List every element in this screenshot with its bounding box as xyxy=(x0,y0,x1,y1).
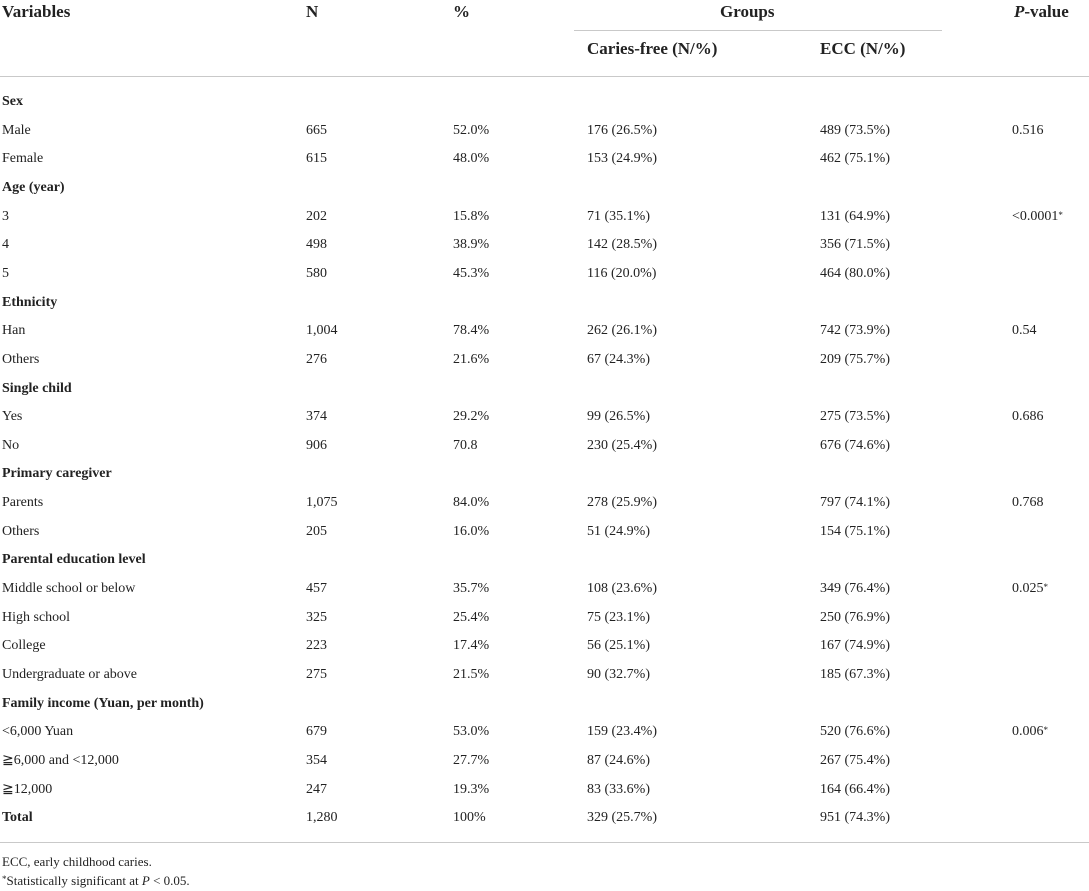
cell-p-value-text: <0.0001 xyxy=(1012,208,1059,224)
footnote-sig-rest: < 0.05. xyxy=(149,873,190,888)
cell-n xyxy=(306,432,327,461)
cell-variable-text: College xyxy=(2,638,46,654)
cell-caries-free-text: 51 (24.9%) xyxy=(587,523,650,539)
cell-caries-free xyxy=(587,747,650,776)
cell-percent xyxy=(453,604,489,633)
cell-ecc-text: 356 (71.5%) xyxy=(820,237,890,253)
cell-n-text: 223 xyxy=(306,638,327,654)
footnote-star: * xyxy=(2,874,7,884)
cell-caries-free-text: 329 (25.7%) xyxy=(587,810,657,826)
cell-ecc xyxy=(820,203,890,232)
cell-ecc-text: 520 (76.6%) xyxy=(820,724,890,740)
cell-variable xyxy=(2,747,119,776)
cell-percent-text: 25.4% xyxy=(453,609,490,625)
cell-caries-free xyxy=(587,145,657,174)
cell-caries-free-text: 90 (32.7%) xyxy=(587,667,650,682)
cell-variable xyxy=(2,375,72,404)
cell-percent xyxy=(453,231,489,260)
cell-variable-text: Parents xyxy=(2,495,44,511)
cell-variable-text: Female xyxy=(2,151,44,167)
section-row xyxy=(0,88,1089,117)
section-row xyxy=(0,546,1089,575)
cell-percent-text: 45.3% xyxy=(453,265,490,281)
cell-n xyxy=(306,203,327,232)
table-row xyxy=(0,575,1089,604)
cell-variable xyxy=(2,804,33,833)
cell-p-value-text: 0.54 xyxy=(1012,323,1037,339)
cell-ecc xyxy=(820,260,890,289)
cell-caries-free-text: 108 (23.6%) xyxy=(587,581,657,597)
cell-n-text: 665 xyxy=(306,122,327,138)
cell-n xyxy=(306,804,338,833)
cell-p-value-text: 0.516 xyxy=(1012,122,1044,138)
cell-n xyxy=(306,632,327,661)
cell-n-text: 1,004 xyxy=(306,323,338,339)
cell-caries-free xyxy=(587,260,656,289)
header-variables: Variables xyxy=(2,2,71,21)
cell-n xyxy=(306,604,327,633)
cell-percent xyxy=(453,632,489,661)
cell-ecc-text: 185 (67.3%) xyxy=(820,667,890,682)
cell-percent-text: 52.0% xyxy=(453,122,490,138)
table-row xyxy=(0,403,1089,432)
cell-variable xyxy=(2,690,204,719)
significance-marker: * xyxy=(1043,725,1048,736)
table-row xyxy=(0,145,1089,174)
cell-n xyxy=(306,145,327,174)
cell-variable xyxy=(2,432,19,461)
cell-variable-text: ≧6,000 and <12,000 xyxy=(2,752,119,768)
cell-variable xyxy=(2,145,43,174)
header-p-italic: P xyxy=(1014,2,1025,21)
cell-n xyxy=(306,317,338,346)
section-row xyxy=(0,174,1089,203)
table-row xyxy=(0,661,1089,690)
table-row xyxy=(0,260,1089,289)
cell-caries-free xyxy=(587,432,657,461)
cell-percent xyxy=(453,804,486,833)
cell-ecc-text: 951 (74.3%) xyxy=(820,810,890,826)
cell-variable xyxy=(2,88,23,117)
cell-variable xyxy=(2,260,9,289)
cell-variable-text: 5 xyxy=(2,265,9,281)
table-row xyxy=(0,776,1089,805)
cell-variable-text: No xyxy=(2,437,20,453)
cell-caries-free xyxy=(587,804,657,833)
cell-variable xyxy=(2,317,25,346)
table-row xyxy=(0,747,1089,776)
cell-percent-text: 38.9% xyxy=(453,237,490,253)
table-row xyxy=(0,718,1089,747)
cell-n-text: 1,280 xyxy=(306,810,338,826)
cell-percent xyxy=(453,776,489,805)
cell-ecc-text: 154 (75.1%) xyxy=(820,523,890,539)
cell-p-value xyxy=(1012,489,1044,518)
cell-percent-text: 21.6% xyxy=(453,351,490,367)
cell-percent-text: 48.0% xyxy=(453,151,490,167)
cell-percent-text: 19.3% xyxy=(453,781,490,797)
cell-percent xyxy=(453,518,489,547)
cell-n-text: 202 xyxy=(306,208,327,224)
cell-caries-free xyxy=(587,317,657,346)
cell-ecc-text: 742 (73.9%) xyxy=(820,323,890,339)
cell-caries-free-text: 159 (23.4%) xyxy=(587,724,657,740)
cell-p-value xyxy=(1012,117,1044,146)
cell-variable-text: Yes xyxy=(2,409,23,425)
cell-variable xyxy=(2,403,22,432)
cell-ecc xyxy=(820,231,890,260)
cell-percent xyxy=(453,403,489,432)
cell-caries-free-text: 83 (33.6%) xyxy=(587,781,650,797)
cell-caries-free xyxy=(587,403,650,432)
cell-percent xyxy=(453,747,489,776)
cell-ecc-text: 209 (75.7%) xyxy=(820,351,890,367)
cell-variable xyxy=(2,231,9,260)
cell-n xyxy=(306,231,327,260)
cell-caries-free xyxy=(587,604,650,633)
footnote-significance xyxy=(2,871,190,891)
cell-ecc xyxy=(820,518,890,547)
cell-variable xyxy=(2,117,31,146)
significance-marker: * xyxy=(1043,582,1048,593)
footnote-abbreviation: ECC, early childhood caries. xyxy=(2,854,152,869)
cell-caries-free-text: 176 (26.5%) xyxy=(587,122,657,138)
header-caries-free: Caries-free (N/%) xyxy=(587,39,718,58)
cell-variable xyxy=(2,518,39,547)
header-p-value xyxy=(1014,2,1069,22)
cell-variable-text: Single child xyxy=(2,380,72,396)
cell-n-text: 354 xyxy=(306,752,327,768)
significance-marker: * xyxy=(1058,209,1063,220)
cell-variable xyxy=(2,632,46,661)
cell-percent xyxy=(453,117,489,146)
cell-caries-free-text: 99 (26.5%) xyxy=(587,409,650,425)
cell-variable-text: Others xyxy=(2,351,40,367)
cell-caries-free-text: 67 (24.3%) xyxy=(587,351,650,367)
cell-caries-free xyxy=(587,518,650,547)
table-row xyxy=(0,489,1089,518)
cell-variable-text: Sex xyxy=(2,94,23,109)
table-row xyxy=(0,317,1089,346)
total-row xyxy=(0,804,1089,833)
cell-caries-free xyxy=(587,231,657,260)
cell-variable xyxy=(2,489,43,518)
cell-caries-free-text: 87 (24.6%) xyxy=(587,752,650,768)
cell-ecc xyxy=(820,776,890,805)
cell-percent xyxy=(453,718,489,747)
cell-variable xyxy=(2,460,112,489)
cell-n-text: 906 xyxy=(306,437,327,453)
cell-n-text: 679 xyxy=(306,724,327,740)
table-row xyxy=(0,632,1089,661)
cell-percent xyxy=(453,317,489,346)
cell-ecc-text: 464 (80.0%) xyxy=(820,265,890,281)
cell-variable xyxy=(2,604,70,633)
cell-caries-free-text: 142 (28.5%) xyxy=(587,237,657,253)
cell-n-text: 615 xyxy=(306,151,327,167)
cell-variable-text: Han xyxy=(2,323,26,339)
cell-percent xyxy=(453,661,489,690)
cell-variable-text: <6,000 Yuan xyxy=(2,724,74,740)
cell-n xyxy=(306,260,327,289)
cell-percent-text: 27.7% xyxy=(453,752,490,768)
cell-ecc-text: 489 (73.5%) xyxy=(820,122,890,138)
cell-ecc xyxy=(820,117,890,146)
cell-ecc-text: 676 (74.6%) xyxy=(820,437,890,453)
cell-n-text: 457 xyxy=(306,581,327,597)
cell-ecc xyxy=(820,804,890,833)
cell-ecc xyxy=(820,604,890,633)
cell-n-text: 247 xyxy=(306,781,327,797)
cell-percent-text: 35.7% xyxy=(453,581,490,597)
cell-percent-text: 21.5% xyxy=(453,667,490,682)
header-p-suffix: -value xyxy=(1024,2,1069,21)
cell-variable-text: Undergraduate or above xyxy=(2,667,138,682)
table-row xyxy=(0,231,1089,260)
cell-variable xyxy=(2,289,57,318)
footnote-sig-text: Statistically significant at xyxy=(6,873,142,888)
cell-n-text: 1,075 xyxy=(306,495,338,511)
header-bottom-rule xyxy=(0,76,1089,77)
cell-caries-free-text: 116 (20.0%) xyxy=(587,265,657,281)
cell-n-text: 275 xyxy=(306,667,327,682)
cell-n xyxy=(306,776,327,805)
cell-variable-text: Family income (Yuan, per month) xyxy=(2,695,204,711)
cell-caries-free xyxy=(587,346,650,375)
table-row xyxy=(0,518,1089,547)
section-row xyxy=(0,690,1089,719)
cell-variable-text: Middle school or below xyxy=(2,581,136,597)
cell-variable-text: High school xyxy=(2,609,71,625)
header-ecc: ECC (N/%) xyxy=(820,39,906,58)
cell-n xyxy=(306,718,327,747)
cell-n xyxy=(306,518,327,547)
cell-ecc xyxy=(820,403,890,432)
cell-percent xyxy=(453,203,489,232)
table-row xyxy=(0,346,1089,375)
cell-caries-free-text: 262 (26.1%) xyxy=(587,323,657,339)
section-row xyxy=(0,460,1089,489)
cell-p-value-text: 0.768 xyxy=(1012,495,1044,511)
cell-variable xyxy=(2,575,135,604)
footnote-sig-var: P xyxy=(141,873,150,888)
cell-p-value xyxy=(1012,403,1044,432)
cell-caries-free-text: 71 (35.1%) xyxy=(587,208,650,224)
cell-n-text: 580 xyxy=(306,265,327,281)
footer-rule xyxy=(0,842,1089,843)
cell-n xyxy=(306,346,327,375)
cell-variable-text: 3 xyxy=(2,208,9,224)
cell-percent-text: 17.4% xyxy=(453,638,490,654)
header-groups: Groups xyxy=(720,2,775,21)
cell-percent xyxy=(453,145,489,174)
cell-ecc xyxy=(820,317,890,346)
cell-n-text: 205 xyxy=(306,523,327,539)
cell-ecc xyxy=(820,346,890,375)
cell-caries-free-text: 278 (25.9%) xyxy=(587,495,657,511)
cell-percent-text: 53.0% xyxy=(453,724,490,740)
cell-ecc-text: 131 (64.9%) xyxy=(820,208,890,224)
cell-caries-free xyxy=(587,718,657,747)
cell-n xyxy=(306,661,327,690)
cell-variable xyxy=(2,776,52,805)
cell-n xyxy=(306,489,338,518)
cell-p-value xyxy=(1012,203,1063,232)
cell-variable-text: Total xyxy=(2,810,33,826)
cell-variable-text: Age (year) xyxy=(2,179,65,195)
cell-caries-free xyxy=(587,203,650,232)
cell-ecc xyxy=(820,747,890,776)
cell-ecc-text: 250 (76.9%) xyxy=(820,609,890,625)
table-row xyxy=(0,117,1089,146)
cell-variable-text: 4 xyxy=(2,237,9,253)
cell-variable-text: Primary caregiver xyxy=(2,466,112,482)
header-n: N xyxy=(306,2,319,21)
cell-caries-free-text: 75 (23.1%) xyxy=(587,609,650,625)
table-row xyxy=(0,203,1089,232)
cell-ecc-text: 797 (74.1%) xyxy=(820,495,890,511)
cell-n xyxy=(306,117,327,146)
cell-percent xyxy=(453,575,489,604)
cell-n xyxy=(306,575,327,604)
cell-n xyxy=(306,747,327,776)
cell-caries-free-text: 56 (25.1%) xyxy=(587,638,650,654)
cell-ecc-text: 462 (75.1%) xyxy=(820,151,890,167)
cell-variable xyxy=(2,546,146,575)
cell-n-text: 498 xyxy=(306,237,327,253)
cell-percent-text: 29.2% xyxy=(453,409,490,425)
cell-variable-text: ≧12,000 xyxy=(2,781,53,797)
cell-n-text: 374 xyxy=(306,409,327,425)
table-row xyxy=(0,604,1089,633)
cell-ecc-text: 275 (73.5%) xyxy=(820,409,890,425)
cell-percent-text: 70.8 xyxy=(453,437,478,453)
cell-percent xyxy=(453,346,489,375)
cell-ecc xyxy=(820,145,890,174)
cell-variable xyxy=(2,203,9,232)
cell-p-value xyxy=(1012,575,1048,604)
cell-ecc-text: 167 (74.9%) xyxy=(820,638,890,654)
cell-n-text: 325 xyxy=(306,609,327,625)
cell-variable xyxy=(2,718,73,747)
groups-underline xyxy=(574,30,942,31)
cell-p-value-text: 0.025 xyxy=(1012,581,1044,597)
cell-n xyxy=(306,403,327,432)
cell-percent-text: 15.8% xyxy=(453,208,490,224)
cell-caries-free xyxy=(587,661,650,690)
cell-n-text: 276 xyxy=(306,351,327,367)
cell-p-value-text: 0.686 xyxy=(1012,409,1044,425)
cell-percent xyxy=(453,489,489,518)
cell-ecc-text: 267 (75.4%) xyxy=(820,752,890,768)
cell-variable xyxy=(2,174,65,203)
header-percent: % xyxy=(453,2,470,21)
cell-variable-text: Others xyxy=(2,523,40,539)
cell-ecc-text: 164 (66.4%) xyxy=(820,781,890,797)
cell-variable-text: Parental education level xyxy=(2,552,146,568)
cell-caries-free xyxy=(587,632,650,661)
cell-ecc xyxy=(820,575,890,604)
cell-percent-text: 84.0% xyxy=(453,495,490,511)
cell-variable-text: Male xyxy=(2,122,31,138)
cell-percent xyxy=(453,432,478,461)
cell-caries-free xyxy=(587,776,650,805)
section-row xyxy=(0,289,1089,318)
cell-caries-free xyxy=(587,489,657,518)
cell-variable-text: Ethnicity xyxy=(2,294,58,310)
cell-ecc xyxy=(820,632,890,661)
cell-caries-free xyxy=(587,117,657,146)
cell-percent xyxy=(453,260,489,289)
cell-p-value xyxy=(1012,718,1048,747)
cell-percent-text: 16.0% xyxy=(453,523,490,539)
cell-caries-free xyxy=(587,575,657,604)
cell-ecc xyxy=(820,489,890,518)
cell-p-value-text: 0.006 xyxy=(1012,724,1044,740)
table-row xyxy=(0,432,1089,461)
cell-ecc xyxy=(820,661,890,690)
cell-caries-free-text: 153 (24.9%) xyxy=(587,151,657,167)
cell-variable xyxy=(2,346,39,375)
cell-ecc xyxy=(820,718,890,747)
section-row xyxy=(0,375,1089,404)
cell-ecc-text: 349 (76.4%) xyxy=(820,581,890,597)
cell-percent-text: 100% xyxy=(453,810,486,826)
cell-p-value xyxy=(1012,317,1037,346)
cell-ecc xyxy=(820,432,890,461)
cell-percent-text: 78.4% xyxy=(453,323,490,339)
cell-variable xyxy=(2,661,137,690)
cell-caries-free-text: 230 (25.4%) xyxy=(587,437,657,453)
